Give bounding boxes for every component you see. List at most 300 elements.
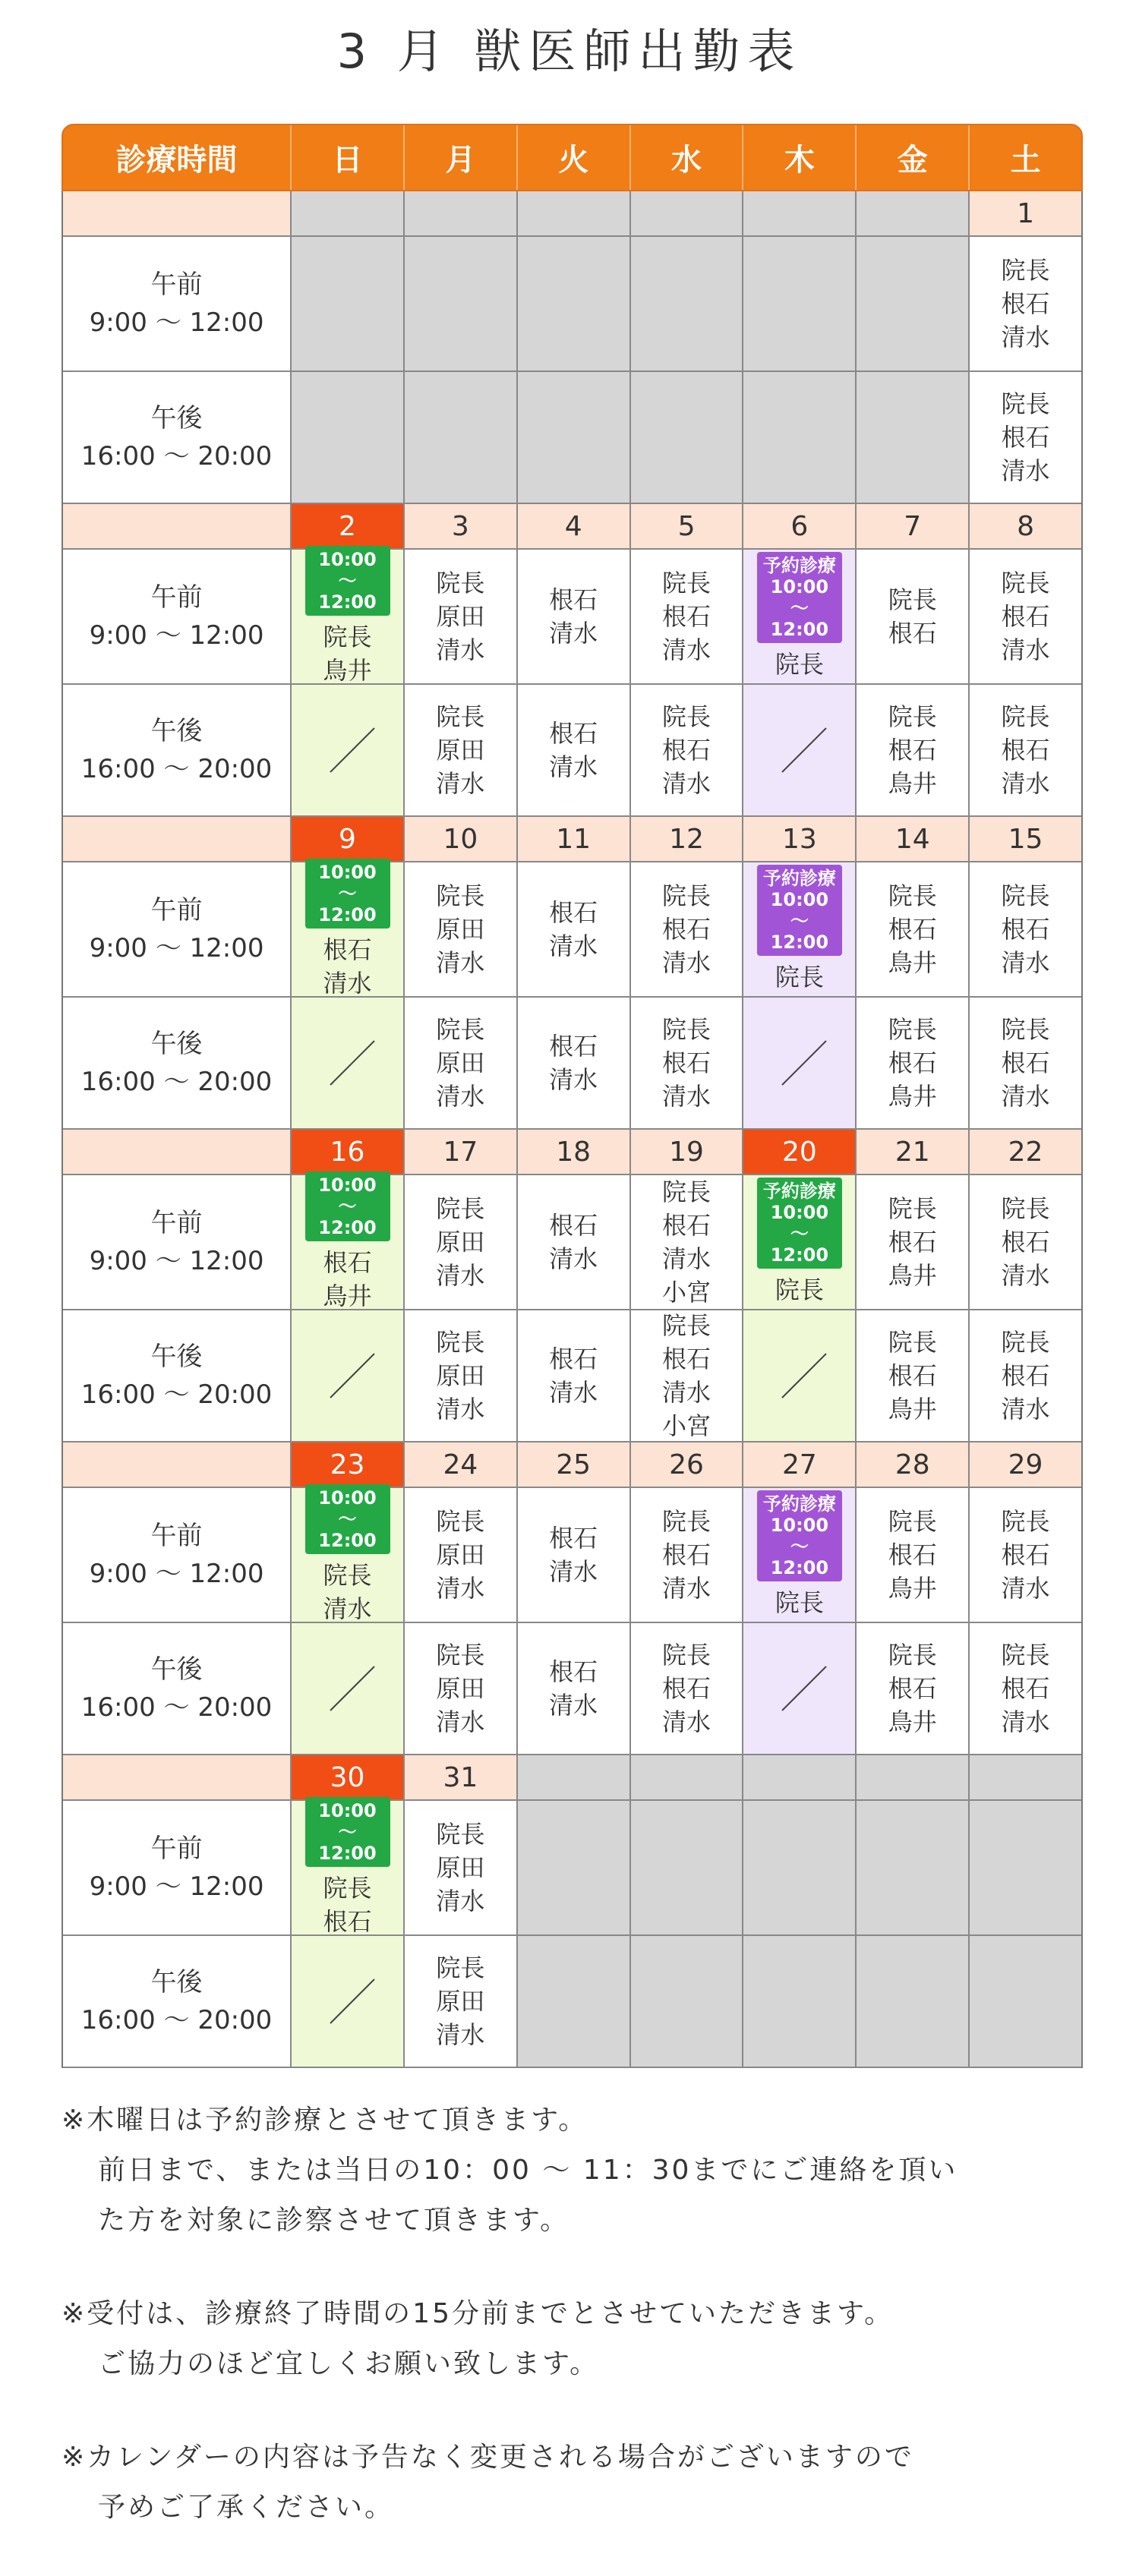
schedule-cell <box>742 550 855 685</box>
staff-name: 清水 <box>662 635 711 664</box>
staff-name: 院長 <box>775 1588 824 1617</box>
staff-name: 院長 <box>775 1275 824 1304</box>
staff-name: 清水 <box>436 1261 485 1290</box>
staff-names <box>436 1192 484 1292</box>
staff-name: 清水 <box>1001 948 1050 977</box>
time-badge <box>305 1797 390 1867</box>
schedule-cell <box>516 372 629 504</box>
date-cell <box>516 1755 629 1801</box>
schedule-cell <box>516 1310 629 1442</box>
badge-line: 〜 12:00 <box>770 910 829 953</box>
staff-name: 院長 <box>1001 569 1050 597</box>
staff-name: 鳥井 <box>888 769 937 798</box>
date-cell: 23 <box>290 1442 403 1488</box>
slot-label-line: 午後 <box>150 716 203 746</box>
staff-name: 鳥井 <box>888 948 937 977</box>
staff-names <box>662 700 711 800</box>
staff-name: 院長 <box>888 1641 937 1670</box>
staff-name: 院長 <box>436 1953 485 1982</box>
staff-name: 鳥井 <box>888 1707 937 1736</box>
note-line: 予めご了承ください。 <box>98 2492 395 2523</box>
staff-name: 院長 <box>436 1507 485 1536</box>
schedule-cell <box>629 237 743 372</box>
staff-names <box>549 583 598 650</box>
appointment-badge <box>757 865 842 956</box>
header-mon: 月 <box>403 125 516 190</box>
date-cell: 5 <box>629 504 743 550</box>
staff-name: 根石 <box>888 1674 937 1703</box>
date-row <box>62 191 1083 237</box>
staff-names <box>549 1209 598 1275</box>
date-cell: 2 <box>290 504 403 550</box>
schedule-cell <box>742 1623 855 1755</box>
staff-names <box>662 1309 711 1442</box>
staff-names <box>549 717 598 784</box>
closed-slash-icon <box>778 728 822 772</box>
schedule-cell <box>403 1623 516 1755</box>
slot-label <box>63 1801 290 1936</box>
schedule-cell <box>403 1801 516 1936</box>
staff-name: 根石 <box>549 898 598 927</box>
date-row-label <box>63 191 290 237</box>
schedule-cell <box>968 1175 1081 1310</box>
badge-line: 予約診療 <box>762 1493 836 1515</box>
note-line: た方を対象に診察させて頂きます。 <box>98 2205 570 2236</box>
staff-name: 院長 <box>436 1194 485 1223</box>
schedule-cell <box>855 685 968 817</box>
slot-label-line: 午前 <box>150 582 203 613</box>
staff-name: 根石 <box>323 935 372 964</box>
staff-name: 清水 <box>549 752 598 781</box>
staff-name: 根石 <box>888 619 937 648</box>
staff-names <box>323 1246 371 1313</box>
staff-name: 院長 <box>662 569 711 597</box>
slot-label <box>63 1175 290 1310</box>
slot-label-line: 午前 <box>150 1833 203 1864</box>
staff-name: 清水 <box>662 1707 711 1736</box>
slot-row-pm <box>62 998 1083 1130</box>
slot-label-line: 16:00 〜 20:00 <box>80 1379 273 1410</box>
date-cell: 22 <box>968 1130 1081 1175</box>
staff-name: 根石 <box>662 915 711 944</box>
date-cell: 11 <box>516 817 629 862</box>
slot-row-pm <box>62 1936 1083 2068</box>
date-cell: 29 <box>968 1442 1081 1488</box>
staff-name: 清水 <box>436 1574 485 1603</box>
schedule-cell <box>290 1936 403 2068</box>
schedule-cell <box>516 1623 629 1755</box>
schedule-cell <box>629 372 743 504</box>
staff-names <box>888 879 937 979</box>
date-row <box>62 1755 1083 1801</box>
slot-label-line: 午後 <box>150 403 203 434</box>
date-cell: 1 <box>968 191 1081 237</box>
date-cell <box>742 1755 855 1801</box>
appointment-badge <box>757 1490 842 1581</box>
closed-slash-icon <box>326 1979 370 2023</box>
staff-name: 鳥井 <box>888 1261 937 1290</box>
staff-name: 清水 <box>436 769 485 798</box>
staff-names <box>436 1326 484 1426</box>
schedule-cell <box>290 1801 403 1936</box>
staff-name: 鳥井 <box>888 1082 937 1111</box>
schedule-cell <box>403 1175 516 1310</box>
slot-label <box>63 1936 290 2068</box>
slot-row-am <box>62 1488 1083 1623</box>
staff-name: 院長 <box>436 1820 485 1849</box>
staff-name: 清水 <box>549 932 598 960</box>
date-cell <box>855 1755 968 1801</box>
schedule-cell <box>290 998 403 1130</box>
badge-line: 予約診療 <box>762 555 836 576</box>
note-line: ご協力のほど宜しくお願い致します。 <box>98 2348 600 2379</box>
staff-names <box>888 1505 937 1605</box>
schedule-cell <box>403 998 516 1130</box>
slot-label-line: 16:00 〜 20:00 <box>80 1692 273 1723</box>
badge-line: 10:00 <box>318 549 377 570</box>
schedule-cell <box>742 685 855 817</box>
date-row-label <box>63 817 290 862</box>
staff-name: 清水 <box>1001 1707 1050 1736</box>
staff-name: 根石 <box>888 1540 937 1569</box>
staff-name: 清水 <box>323 969 372 998</box>
staff-name: 清水 <box>436 635 485 664</box>
badge-line: 〜 12:00 <box>770 1223 829 1266</box>
slot-row-am <box>62 862 1083 998</box>
staff-name: 院長 <box>775 650 824 679</box>
staff-name: 根石 <box>1001 423 1050 452</box>
date-cell: 26 <box>629 1442 743 1488</box>
date-cell <box>855 191 968 237</box>
staff-name: 根石 <box>888 1228 937 1256</box>
staff-name: 根石 <box>1001 289 1050 318</box>
date-cell: 31 <box>403 1755 516 1801</box>
date-cell: 4 <box>516 504 629 550</box>
staff-name: 清水 <box>549 1244 598 1273</box>
staff-names <box>1002 254 1050 354</box>
staff-name: 清水 <box>549 619 598 648</box>
staff-name: 院長 <box>888 702 937 731</box>
staff-names <box>888 1192 937 1292</box>
schedule-cell <box>516 685 629 817</box>
staff-names <box>888 1326 937 1426</box>
staff-name: 院長 <box>1001 881 1050 910</box>
schedule-cell <box>855 372 968 504</box>
badge-line: 10:00 <box>770 1515 829 1536</box>
slot-row-pm <box>62 1623 1083 1755</box>
staff-name: 根石 <box>1001 915 1050 944</box>
slot-row-am <box>62 550 1083 685</box>
date-cell: 27 <box>742 1442 855 1488</box>
staff-name: 根石 <box>1001 1361 1050 1390</box>
date-row <box>62 504 1083 550</box>
staff-names <box>662 1638 711 1739</box>
schedule-cell <box>290 1488 403 1623</box>
staff-names <box>888 583 937 650</box>
date-cell: 20 <box>742 1130 855 1175</box>
staff-name: 院長 <box>888 1507 937 1536</box>
staff-name: 院長 <box>436 702 485 731</box>
staff-names <box>1002 1192 1050 1292</box>
schedule-cell <box>403 1310 516 1442</box>
schedule-cell <box>968 685 1081 817</box>
staff-name: 清水 <box>1001 323 1050 352</box>
schedule-cell <box>516 1936 629 2068</box>
date-cell <box>629 1755 743 1801</box>
schedule-cell <box>968 862 1081 998</box>
staff-name: 原田 <box>436 1987 485 2016</box>
date-row <box>62 1442 1083 1488</box>
staff-names <box>662 879 711 979</box>
schedule-cell <box>516 862 629 998</box>
staff-name: 院長 <box>888 1328 937 1357</box>
staff-name: 根石 <box>662 1345 711 1373</box>
staff-name: 清水 <box>436 1082 485 1111</box>
schedule-cell <box>855 1936 968 2068</box>
staff-name: 清水 <box>1001 1082 1050 1111</box>
staff-name: 原田 <box>436 1853 485 1882</box>
staff-names <box>1002 879 1050 979</box>
note-block <box>62 2289 1094 2389</box>
schedule-cell <box>629 1623 743 1755</box>
date-cell: 19 <box>629 1130 743 1175</box>
badge-line: 10:00 <box>318 1174 377 1196</box>
staff-name: 小宮 <box>662 1411 711 1440</box>
staff-name: 鳥井 <box>888 1574 937 1603</box>
badge-line: 10:00 <box>318 1800 377 1821</box>
staff-name: 根石 <box>549 1211 598 1240</box>
schedule-cell <box>968 237 1081 372</box>
staff-name: 根石 <box>662 1211 711 1240</box>
table-header <box>62 124 1083 191</box>
schedule-cell <box>403 237 516 372</box>
staff-name: 院長 <box>888 585 937 614</box>
staff-names <box>1002 700 1050 800</box>
schedule-cell <box>516 1175 629 1310</box>
schedule-cell <box>290 1310 403 1442</box>
schedule-cell <box>855 998 968 1130</box>
staff-name: 院長 <box>888 1194 937 1223</box>
schedule-cell <box>290 1623 403 1755</box>
note-block <box>62 2095 1094 2246</box>
header-tue: 火 <box>516 125 629 190</box>
date-cell <box>968 1755 1081 1801</box>
schedule-cell <box>855 1488 968 1623</box>
staff-name: 院長 <box>888 881 937 910</box>
schedule-cell <box>290 1175 403 1310</box>
slot-label-line: 16:00 〜 20:00 <box>80 754 273 784</box>
date-cell: 16 <box>290 1130 403 1175</box>
schedule-cell <box>855 1175 968 1310</box>
staff-name: 根石 <box>549 719 598 748</box>
time-badge <box>305 1484 390 1554</box>
slot-label-line: 午後 <box>150 1342 203 1372</box>
staff-name: 根石 <box>323 1248 372 1277</box>
staff-names <box>662 1175 711 1309</box>
schedule-cell <box>742 998 855 1130</box>
staff-name: 根石 <box>662 1674 711 1703</box>
staff-name: 根石 <box>888 915 937 944</box>
staff-names <box>323 933 371 1000</box>
schedule-cell <box>629 1310 743 1442</box>
staff-name: 原田 <box>436 1674 485 1703</box>
staff-names <box>436 1505 484 1605</box>
staff-name: 院長 <box>888 1015 937 1044</box>
staff-names <box>549 896 598 963</box>
badge-line: 〜 12:00 <box>318 1196 377 1238</box>
closed-slash-icon <box>778 1666 822 1711</box>
staff-name: 原田 <box>436 736 485 765</box>
staff-name: 清水 <box>436 1395 485 1424</box>
staff-name: 根石 <box>549 1345 598 1373</box>
schedule-cell <box>855 1310 968 1442</box>
staff-name: 院長 <box>436 1015 485 1044</box>
schedule-cell <box>968 1310 1081 1442</box>
staff-name: 院長 <box>662 1178 711 1206</box>
staff-name: 根石 <box>888 736 937 765</box>
staff-name: 院長 <box>436 1641 485 1670</box>
badge-line: 〜 12:00 <box>318 570 377 613</box>
slot-label-line: 午前 <box>150 1208 203 1238</box>
time-badge <box>305 859 390 929</box>
staff-names <box>662 1505 711 1605</box>
staff-name: 清水 <box>662 1082 711 1111</box>
slot-label <box>63 862 290 998</box>
date-row-label <box>63 1755 290 1801</box>
slot-label <box>63 1623 290 1755</box>
schedule-cell <box>855 862 968 998</box>
schedule-cell <box>629 1801 743 1936</box>
appointment-badge <box>757 1178 842 1269</box>
date-cell: 17 <box>403 1130 516 1175</box>
header-hours: 診療時間 <box>115 143 238 178</box>
staff-names <box>436 1013 484 1113</box>
staff-names <box>549 1655 598 1722</box>
staff-names <box>1002 1013 1050 1113</box>
schedule-cell <box>403 685 516 817</box>
schedule-cell <box>855 550 968 685</box>
date-cell: 25 <box>516 1442 629 1488</box>
header-sun: 日 <box>290 125 403 190</box>
staff-names <box>1002 1326 1050 1426</box>
staff-name: 院長 <box>1001 1015 1050 1044</box>
slot-row-am <box>62 1175 1083 1310</box>
staff-name: 鳥井 <box>888 1395 937 1424</box>
staff-names <box>436 1638 484 1739</box>
staff-name: 原田 <box>436 1228 485 1256</box>
date-cell: 18 <box>516 1130 629 1175</box>
staff-name: 院長 <box>775 963 824 992</box>
note-block <box>62 2433 1094 2533</box>
staff-names <box>775 1273 824 1307</box>
staff-name: 院長 <box>1001 1194 1050 1223</box>
staff-names <box>662 1013 711 1113</box>
staff-names <box>436 1818 484 1918</box>
staff-name: 清水 <box>1001 635 1050 664</box>
header-sat: 土 <box>968 125 1081 190</box>
badge-line: 予約診療 <box>762 1181 836 1202</box>
closed-slash-icon <box>326 1354 370 1398</box>
staff-names <box>1002 1638 1050 1739</box>
staff-name: 鳥井 <box>323 1282 372 1310</box>
staff-name: 清水 <box>323 1594 372 1623</box>
slot-label-line: 午後 <box>150 1654 203 1685</box>
staff-name: 院長 <box>436 1328 485 1357</box>
header-thu: 木 <box>742 125 855 190</box>
slot-label <box>63 550 290 685</box>
date-cell: 13 <box>742 817 855 862</box>
page-title: 3 月 獣医師出勤表 <box>336 24 803 79</box>
badge-line: 〜 12:00 <box>770 597 829 640</box>
staff-name: 根石 <box>662 736 711 765</box>
schedule-cell <box>968 1623 1081 1755</box>
staff-name: 院長 <box>436 569 485 597</box>
schedule-cell <box>968 1801 1081 1936</box>
slot-label-line: 午後 <box>150 1967 203 1997</box>
slot-label-line: 16:00 〜 20:00 <box>80 1067 273 1097</box>
staff-name: 鳥井 <box>323 656 372 685</box>
staff-names <box>1002 566 1050 667</box>
badge-line: 10:00 <box>318 1487 377 1509</box>
staff-name: 院長 <box>1001 389 1050 418</box>
date-cell: 6 <box>742 504 855 550</box>
schedule-cell <box>290 550 403 685</box>
schedule-cell <box>403 1488 516 1623</box>
staff-name: 根石 <box>662 602 711 631</box>
staff-name: 清水 <box>1001 456 1050 485</box>
slot-label-line: 午後 <box>150 1029 203 1059</box>
note-line: 前日まで、または当日の10：00 〜 11：30までにご連絡を頂い <box>98 2155 958 2186</box>
schedule-cell <box>742 1310 855 1442</box>
schedule-cell <box>629 685 743 817</box>
staff-names <box>436 1951 484 2051</box>
schedule-cell <box>742 237 855 372</box>
schedule-cell <box>855 1623 968 1755</box>
staff-names <box>436 700 484 800</box>
staff-name: 院長 <box>1001 1641 1050 1670</box>
slot-label <box>63 998 290 1130</box>
staff-names <box>436 879 484 979</box>
schedule-cell <box>516 550 629 685</box>
badge-line: 10:00 <box>770 1202 829 1223</box>
staff-name: 根石 <box>323 1907 372 1936</box>
slot-label-line: 9:00 〜 12:00 <box>89 307 264 338</box>
staff-name: 院長 <box>662 1015 711 1044</box>
schedule-cell <box>968 550 1081 685</box>
date-cell: 10 <box>403 817 516 862</box>
date-cell <box>742 191 855 237</box>
staff-names <box>775 1586 824 1619</box>
staff-names <box>323 1871 371 1938</box>
closed-slash-icon <box>326 1041 370 1085</box>
slot-row-pm <box>62 372 1083 504</box>
staff-name: 院長 <box>436 881 485 910</box>
date-cell: 3 <box>403 504 516 550</box>
schedule-cell <box>968 1488 1081 1623</box>
staff-name: 清水 <box>1001 1574 1050 1603</box>
staff-name: 清水 <box>1001 1261 1050 1290</box>
staff-name: 清水 <box>662 1244 711 1273</box>
schedule-cell <box>742 1488 855 1623</box>
staff-name: 清水 <box>549 1557 598 1586</box>
date-row <box>62 1130 1083 1175</box>
staff-names <box>888 1013 937 1113</box>
closed-slash-icon <box>778 1041 822 1085</box>
slot-label-line: 9:00 〜 12:00 <box>89 1246 264 1276</box>
slot-label-line: 9:00 〜 12:00 <box>89 620 264 651</box>
staff-name: 原田 <box>436 602 485 631</box>
slot-label-line: 16:00 〜 20:00 <box>80 2005 273 2035</box>
